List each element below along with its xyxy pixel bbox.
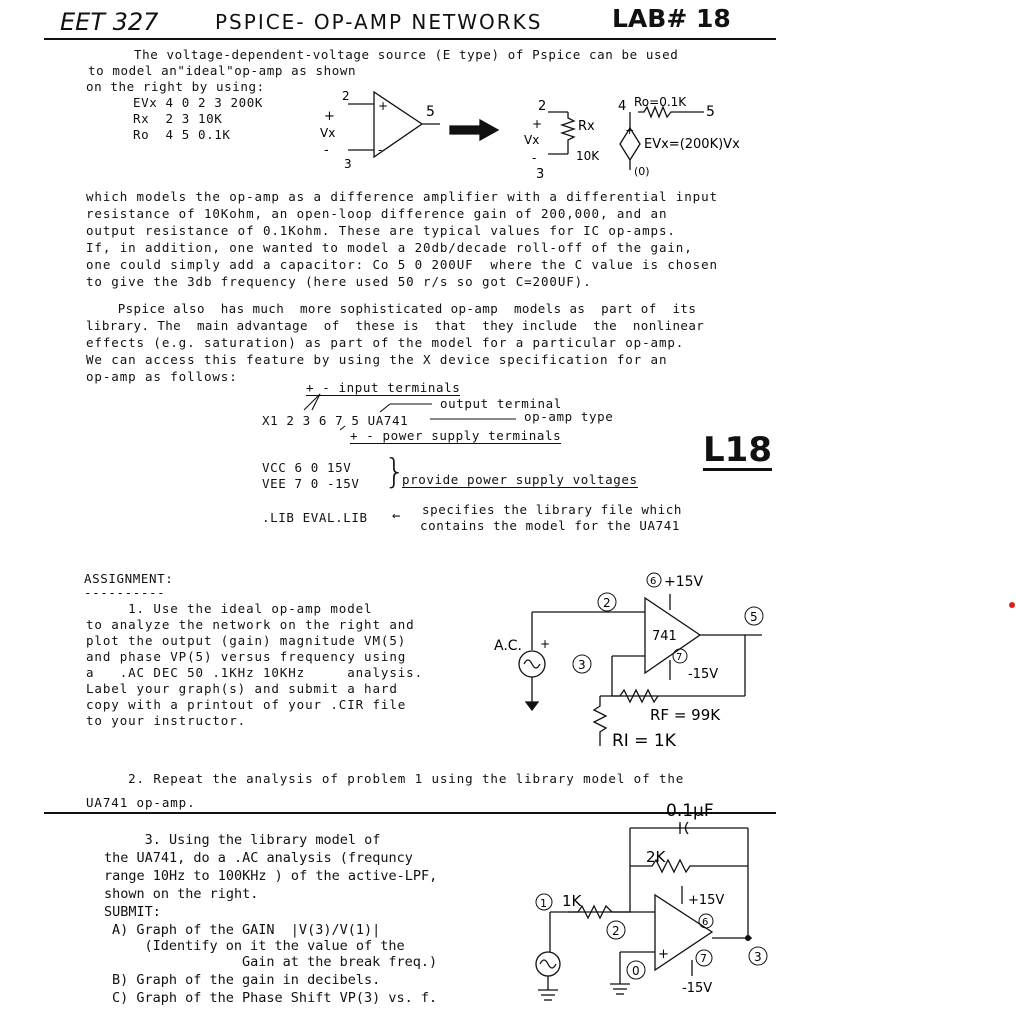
- netlist-line-3: Ro 4 5 0.1K: [133, 127, 231, 142]
- problem3-line-5: SUBMIT:: [104, 904, 161, 920]
- problem1-line-6: Label your graph(s) and submit a hard: [86, 681, 398, 696]
- problem1-line-8: to your instructor.: [86, 713, 247, 728]
- input-terminals-label: + - input terminals: [306, 380, 461, 395]
- l18-tag: L18: [703, 430, 772, 470]
- fig2-node-2: 2: [603, 596, 611, 610]
- para1-line-4: If, in addition, one wanted to model a 20db/decade roll-off of the gain,: [86, 240, 693, 255]
- problem2-line-2: UA741 op-amp.: [86, 795, 196, 810]
- fig3-minus15: -15V: [682, 981, 713, 996]
- intro-line-2: to model an"ideal"op-amp as shown: [88, 63, 357, 78]
- fig3-cap-label: 0.1μF: [666, 801, 714, 821]
- problem2-line-1: 2. Repeat the analysis of problem 1 using the library model of the: [86, 771, 685, 786]
- problem3-line-9: B) Graph of the gain in decibels.: [112, 972, 381, 988]
- supply-brace: }: [384, 452, 406, 492]
- problem1-line-7: copy with a printout of your .CIR file: [86, 697, 407, 712]
- problem3-line-3: range 10Hz to 100KHz ) of the active-LPF,: [104, 868, 438, 884]
- fig3-node-0: 0: [632, 964, 640, 978]
- fig2-node-3: 3: [578, 658, 586, 672]
- x-device-line: X1 2 3 6 7 5 UA741: [262, 413, 409, 428]
- fig1-plus-vx: +: [324, 109, 335, 124]
- fig2-model-plus: +: [532, 117, 543, 131]
- fig1-node-5: 5: [426, 104, 435, 120]
- para1-line-1: which models the op-amp as a difference amplifier with a differential input: [86, 189, 718, 204]
- fig2-minus15: -15V: [688, 667, 719, 682]
- figure-noninverting-amp: [494, 568, 790, 758]
- fig1-node-4: 4: [618, 99, 627, 114]
- red-dot: [1009, 602, 1015, 608]
- fig1-node-2: 2: [342, 89, 350, 103]
- fig3-node-1: 1: [540, 897, 547, 910]
- problem3-line-7: (Identify on it the value of the: [112, 938, 405, 954]
- problem1-line-4: and phase VP(5) versus frequency using: [86, 649, 407, 664]
- fig1-source-label: EVx=(200K)Vx: [644, 137, 740, 152]
- fig1-minus-vx: -: [324, 143, 329, 158]
- fig3-plus-pin: +: [658, 947, 669, 962]
- fig2-model-vx: Vx: [524, 133, 540, 147]
- fig2-plus15: +15V: [664, 574, 704, 590]
- figure-ideal-opamp: [300, 82, 770, 182]
- vcc-line: VCC 6 0 15V: [262, 460, 352, 475]
- assignment-dashes: ----------: [84, 585, 166, 600]
- problem3-line-6: A) Graph of the GAIN |V(3)/V(1)|: [112, 922, 381, 938]
- figure-active-lpf: [520, 800, 790, 1022]
- fig1-node-3: 3: [344, 157, 352, 171]
- lib-desc-2: contains the model for the UA741: [420, 518, 681, 533]
- fig2-plus: +: [540, 637, 551, 651]
- fig3-plus15: +15V: [688, 893, 725, 908]
- fig1-rx-value: 10K: [576, 149, 600, 163]
- intro-line-3: on the right by using:: [86, 79, 265, 94]
- vee-line: VEE 7 0 -15V: [262, 476, 360, 491]
- netlist-line-2: Rx 2 3 10K: [133, 111, 223, 126]
- fig1-source-plus: +: [625, 124, 635, 137]
- para1-line-2: resistance of 10Kohm, an open-loop difference gain of 200,000, and an: [86, 206, 668, 221]
- fig2-node-7: 7: [676, 652, 683, 663]
- problem1-line-5: a .AC DEC 50 .1KHz 10KHz analysis.: [86, 665, 424, 680]
- intro-line-1: The voltage-dependent-voltage source (E type) of Pspice can be used: [134, 47, 679, 62]
- fig3-node-6: 6: [702, 917, 709, 928]
- op-amp-type-label: op-amp type: [524, 409, 614, 424]
- para1-line-5: one could simply add a capacitor: Co 5 0 200UF where the C value is chosen: [86, 257, 718, 272]
- assignment-heading: ASSIGNMENT:: [84, 571, 174, 586]
- problem3-line-2: the UA741, do a .AC analysis (frequncy: [104, 850, 413, 866]
- fig2-node-6: 6: [650, 576, 657, 587]
- fig2-model-node-2: 2: [538, 99, 547, 114]
- para2-line-4: We can access this feature by using the X device specification for an: [86, 352, 668, 367]
- fig1-node-5b: 5: [706, 104, 715, 120]
- fig3-node-3: 3: [754, 950, 762, 964]
- fig2-model-minus: -: [532, 151, 537, 165]
- course-title: EET 327: [60, 8, 159, 36]
- output-terminal-label: output terminal: [440, 396, 562, 411]
- fig3-r1-label: 1K: [562, 892, 582, 910]
- fig3-node-7: 7: [700, 952, 707, 965]
- fig1-ro-label: Ro=0.1K: [634, 95, 687, 109]
- para1-line-3: output resistance of 0.1Kohm. These are typical values for IC op-amps.: [86, 223, 676, 238]
- fig2-ri-label: RI = 1K: [612, 731, 676, 751]
- fig2-rf-label: RF = 99K: [650, 706, 721, 724]
- problem3-line-1: 3. Using the library model of: [104, 832, 381, 848]
- problem3-line-10: C) Graph of the Phase Shift VP(3) vs. f.: [112, 990, 438, 1006]
- power-terminals-label: + - power supply terminals: [350, 428, 562, 443]
- netlist-line-1: EVx 4 0 2 3 200K: [133, 95, 264, 110]
- problem1-line-3: plot the output (gain) magnitude VM(5): [86, 633, 407, 648]
- header-rule: [44, 38, 776, 40]
- fig3-r2-label: 2K: [646, 848, 666, 866]
- fig1-rx-label: Rx: [578, 119, 595, 134]
- fig2-ac-label: A.C.: [494, 638, 523, 654]
- fig2-chip-label: 741: [652, 629, 677, 644]
- problem3-line-4: shown on the right.: [104, 886, 259, 902]
- fig3-node-2: 2: [612, 924, 620, 938]
- page-title: PSPICE- OP-AMP NETWORKS: [215, 10, 543, 34]
- lab-number: LAB# 18: [612, 4, 731, 33]
- lib-desc-1: specifies the library file which: [422, 502, 683, 517]
- para2-line-5: op-amp as follows:: [86, 369, 238, 384]
- lib-arrow: ←: [392, 508, 402, 524]
- supply-voltages-label: provide power supply voltages: [402, 472, 638, 487]
- para2-line-2: library. The main advantage of these is that they include the nonlinear: [86, 318, 705, 333]
- para1-line-6: to give the 3db frequency (here used 50 r/s so got C=200UF).: [86, 274, 592, 289]
- fig1-plus-pin: +: [378, 99, 389, 113]
- lib-statement: .LIB EVAL.LIB: [262, 510, 368, 525]
- fig2-node-5: 5: [750, 610, 758, 624]
- problem3-line-8: Gain at the break freq.): [112, 954, 438, 970]
- fig1-ground-node: (0): [634, 165, 650, 178]
- fig1-minus-pin: -: [378, 143, 383, 157]
- xdevice-arrows: [280, 392, 530, 432]
- para2-line-3: effects (e.g. saturation) as part of the model for a particular op-amp.: [86, 335, 685, 350]
- fig2-model-node-3: 3: [536, 167, 545, 182]
- problem1-line-1: 1. Use the ideal op-amp model: [86, 601, 373, 616]
- fig1-vx: Vx: [320, 126, 336, 140]
- problem1-line-2: to analyze the network on the right and: [86, 617, 415, 632]
- para2-line-1: Pspice also has much more sophisticated op-amp models as part of its: [86, 301, 697, 316]
